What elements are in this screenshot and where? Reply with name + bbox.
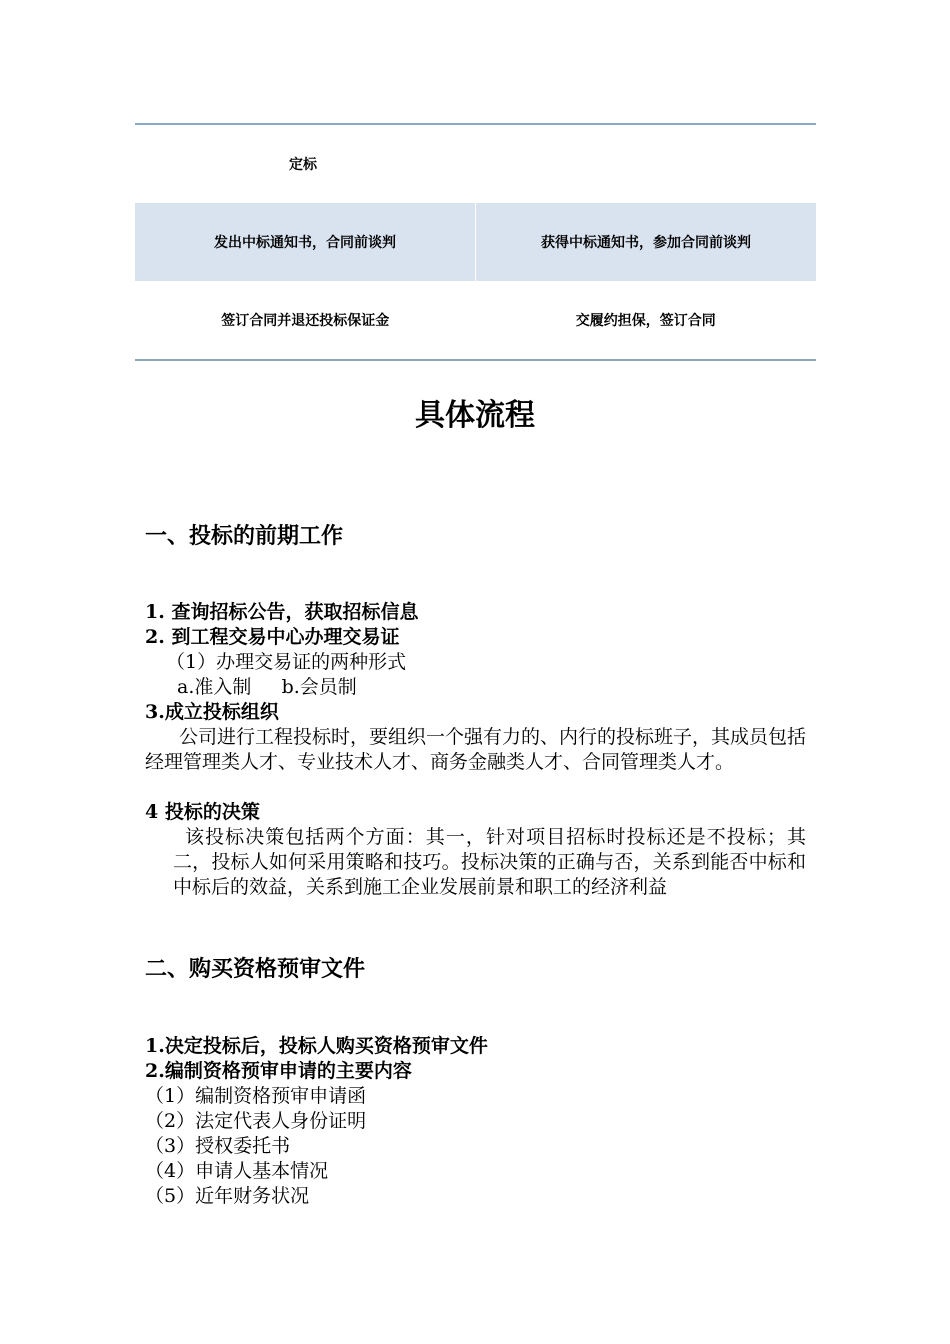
list-item: 2.编制资格预审申请的主要内容	[145, 1060, 412, 1082]
list-item: 1.决定投标后，投标人购买资格预审文件	[145, 1035, 488, 1057]
table-row	[135, 125, 816, 203]
paragraph: 该投标决策包括两个方面：其一，针对项目招标时投标还是不投标；其二，投标人如何采用策略和技巧。投标决策的正确与否，关系到能否中标和中标后的效益，关系到施工企业发展前景和职工的经济利益	[173, 826, 806, 898]
table-cell: 交履约担保，签订合同	[575, 313, 716, 329]
list-item: 3.成立投标组织	[145, 701, 279, 723]
table-cell: 定标	[289, 157, 317, 173]
list-item: 1. 查询招标公告，获取招标信息	[145, 601, 419, 623]
process-table	[135, 123, 816, 361]
table-cell: 签订合同并退还投标保证金	[221, 313, 390, 329]
list-item: a.准入制 b.会员制	[177, 676, 357, 698]
list-item: （2）法定代表人身份证明	[145, 1110, 367, 1132]
list-item: （3）授权委托书	[145, 1135, 291, 1157]
list-item: 4 投标的决策	[145, 801, 260, 823]
list-item: （1）办理交易证的两种形式	[166, 651, 407, 673]
section-heading: 一、投标的前期工作	[145, 524, 344, 549]
table-row	[135, 281, 816, 359]
paragraph: 公司进行工程投标时，要组织一个强有力的、内行的投标班子，其成员包括经理管理类人才、专业技术人才、商务金融类人才、合同管理类人才。	[145, 726, 807, 773]
list-item: 2. 到工程交易中心办理交易证	[145, 626, 400, 648]
list-item: （1）编制资格预审申请函	[145, 1085, 367, 1107]
section-heading: 二、购买资格预审文件	[145, 957, 366, 982]
table-cell: 发出中标通知书，合同前谈判	[135, 203, 475, 281]
table-cell: 获得中标通知书，参加合同前谈判	[475, 203, 816, 281]
list-item: （5）近年财务状况	[145, 1185, 310, 1207]
page-title: 具体流程	[415, 398, 535, 433]
list-item: （4）申请人基本情况	[145, 1160, 329, 1182]
table-cell	[553, 125, 817, 203]
table-row	[135, 203, 816, 281]
